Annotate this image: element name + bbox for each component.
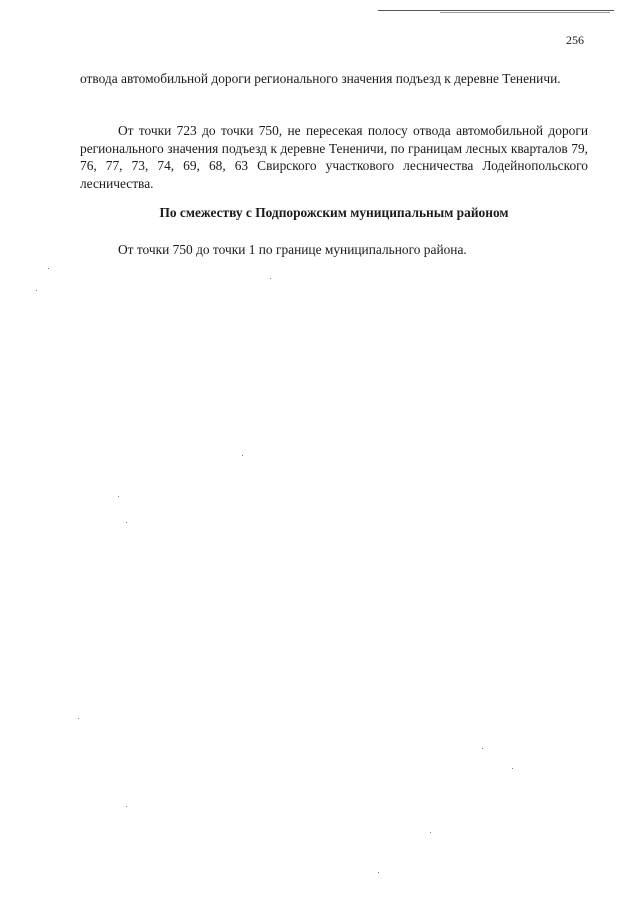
scan-speck	[48, 268, 49, 269]
scan-top-line-secondary	[440, 12, 610, 13]
scan-speck	[482, 748, 483, 749]
paragraph-boundary-description: От точки 723 до точки 750, не пересекая полосу отвода автомобильной дороги регионального значения подъезд к деревне Тененичи, по границам лесных кварталов 79, 76, 77, 73, 74, 69, 68, 63 Свирского участкового лесничества Лодейнопольского лесничества.	[80, 123, 588, 191]
scan-speck	[242, 455, 243, 456]
paragraph-continuation: отвода автомобильной дороги регионального значения подъезд к деревне Тененичи.	[80, 71, 561, 86]
scan-speck	[430, 832, 431, 833]
scan-speck	[118, 496, 119, 497]
section-heading: По смежеству с Подпорожским муниципальным районом	[159, 205, 509, 220]
scan-speck	[512, 768, 513, 769]
section-paragraph: От точки 750 до точки 1 по границе муниципального района.	[118, 242, 467, 257]
scan-top-line	[378, 10, 614, 11]
scan-speck	[378, 872, 379, 873]
scan-speck	[126, 806, 127, 807]
page-number: 256	[566, 33, 584, 47]
scan-speck	[36, 290, 37, 291]
scan-speck	[78, 718, 79, 719]
scan-speck	[126, 522, 127, 523]
scan-speck	[270, 278, 271, 279]
